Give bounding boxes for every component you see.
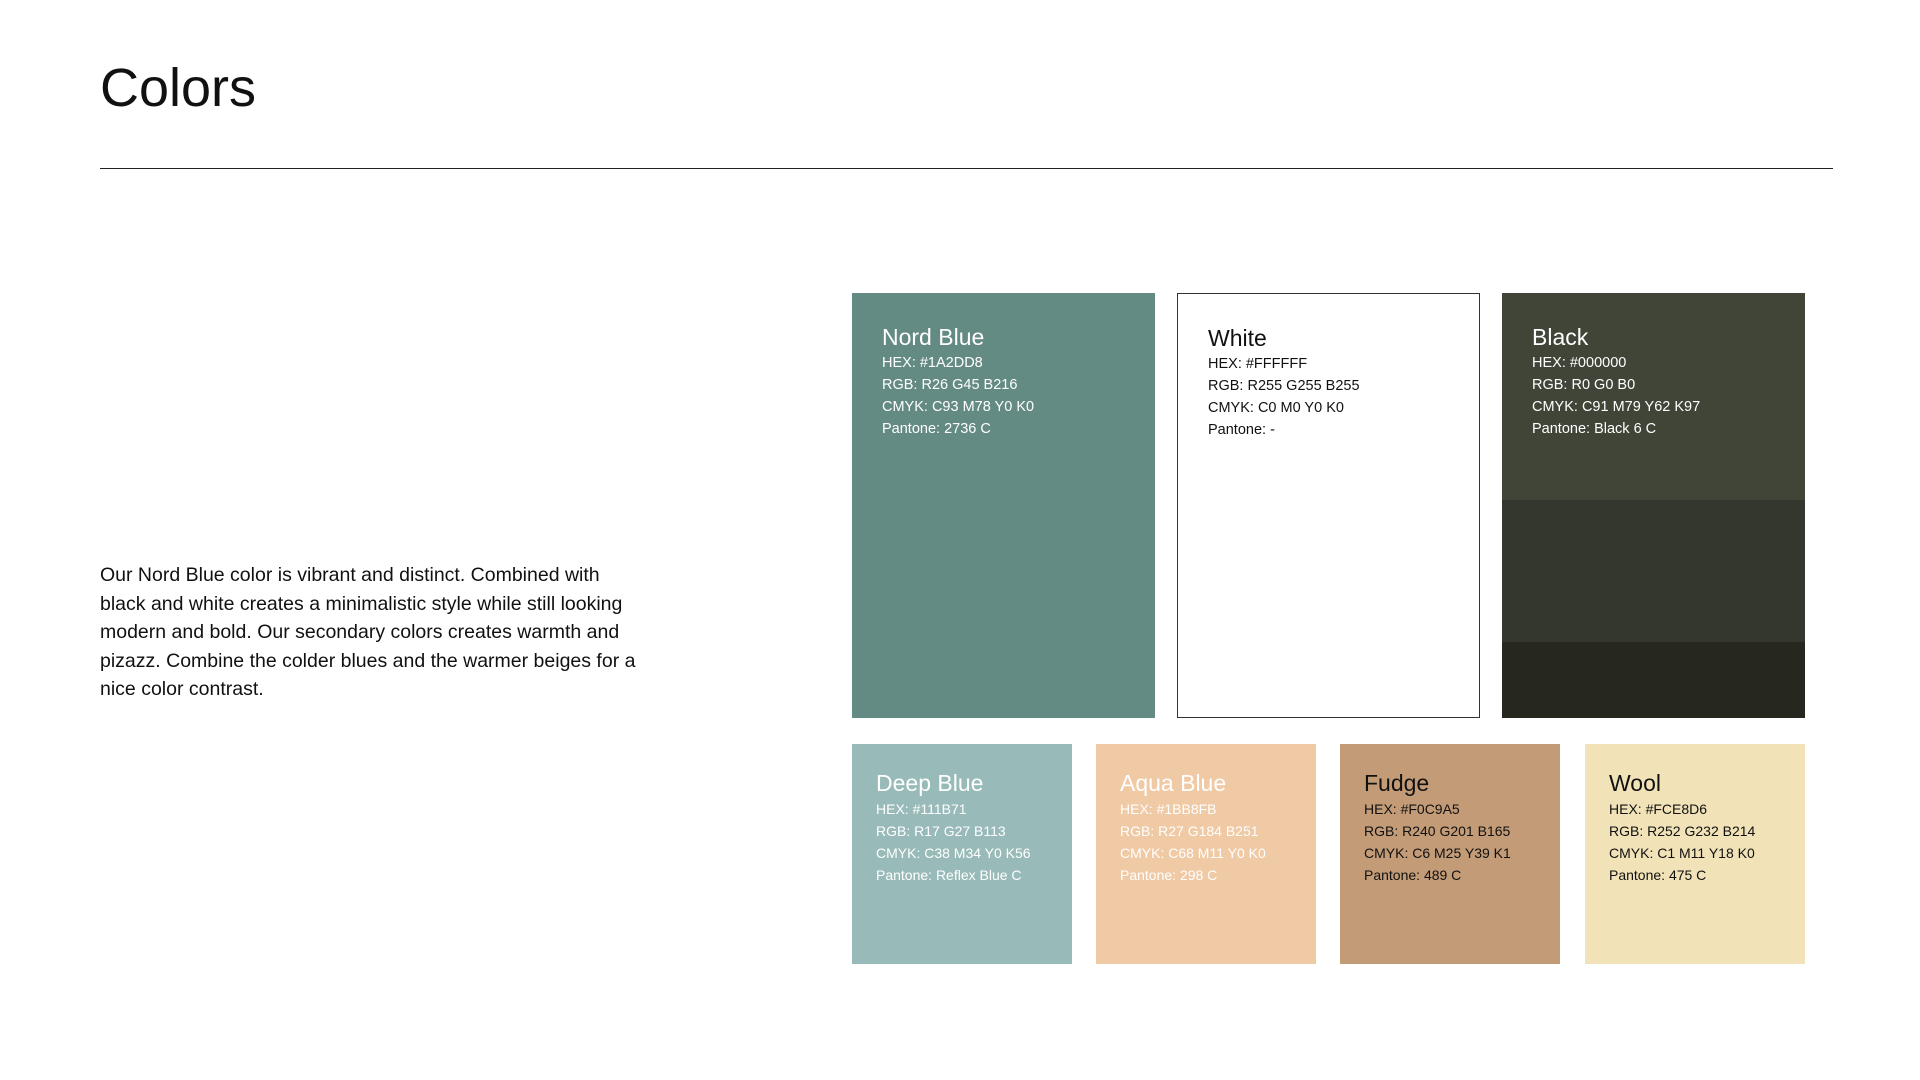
swatch-pantone: Pantone: 489 C bbox=[1364, 867, 1462, 883]
swatch-cmyk: CMYK: C1 M11 Y18 K0 bbox=[1609, 845, 1755, 861]
swatch-shade-band bbox=[1502, 500, 1805, 642]
swatch-cmyk: CMYK: C38 M34 Y0 K56 bbox=[876, 845, 1031, 861]
swatch-name: Aqua Blue bbox=[1120, 770, 1227, 796]
swatch-cmyk: CMYK: C68 M11 Y0 K0 bbox=[1120, 845, 1266, 861]
swatch-hex: HEX: #1BB8FB bbox=[1120, 801, 1217, 817]
swatch-rgb: RGB: R252 G232 B214 bbox=[1609, 823, 1756, 839]
swatch-deep-blue bbox=[852, 744, 1072, 964]
swatch-pantone: Pantone: 298 C bbox=[1120, 867, 1218, 883]
swatch-pantone: Pantone: 2736 C bbox=[882, 421, 991, 437]
swatch-rgb: RGB: R240 G201 B165 bbox=[1364, 823, 1511, 839]
swatch-fudge bbox=[1340, 744, 1560, 964]
page-title: Colors bbox=[100, 58, 257, 118]
swatch-wool bbox=[1585, 744, 1805, 964]
swatch-pantone: Pantone: 475 C bbox=[1609, 867, 1707, 883]
swatch-cmyk: CMYK: C6 M25 Y39 K1 bbox=[1364, 845, 1511, 861]
swatch-name: Black bbox=[1532, 324, 1589, 350]
title-divider bbox=[100, 168, 1833, 169]
swatch-rgb: RGB: R17 G27 B113 bbox=[876, 823, 1006, 839]
swatch-hex: HEX: #111B71 bbox=[876, 801, 967, 817]
swatch-rgb: RGB: R27 G184 B251 bbox=[1120, 823, 1259, 839]
swatch-hex: HEX: #000000 bbox=[1532, 355, 1627, 371]
swatch-nord-blue bbox=[852, 293, 1155, 718]
swatch-name: Deep Blue bbox=[876, 770, 984, 796]
swatch-shade-band bbox=[1502, 642, 1805, 718]
description-text: Our Nord Blue color is vibrant and distinct. Combined with black and white creates a minimalistic style while still looking modern and bold. Our secondary colors creates warmth and pizazz. Combine the colder blues and the warmer beiges for a nice color contrast. bbox=[100, 564, 636, 700]
swatch-rgb: RGB: R0 G0 B0 bbox=[1532, 377, 1636, 393]
swatch-aqua-blue bbox=[1096, 744, 1316, 964]
swatch-pantone: Pantone: - bbox=[1208, 422, 1275, 438]
swatch-name: Wool bbox=[1609, 770, 1661, 796]
swatch-name: Nord Blue bbox=[882, 324, 985, 350]
swatch-black bbox=[1502, 293, 1805, 718]
swatch-name: White bbox=[1208, 325, 1267, 351]
swatch-cmyk: CMYK: C0 M0 Y0 K0 bbox=[1208, 400, 1344, 416]
swatch-hex: HEX: #1A2DD8 bbox=[882, 355, 983, 371]
swatch-name: Fudge bbox=[1364, 770, 1430, 796]
swatch-hex: HEX: #F0C9A5 bbox=[1364, 801, 1460, 817]
swatch-hex: HEX: #FFFFFF bbox=[1208, 356, 1308, 372]
swatch-white bbox=[1177, 293, 1480, 718]
swatch-rgb: RGB: R26 G45 B216 bbox=[882, 377, 1018, 393]
swatch-rgb: RGB: R255 G255 B255 bbox=[1208, 378, 1360, 394]
swatch-pantone: Pantone: Reflex Blue C bbox=[876, 867, 1022, 883]
swatch-cmyk: CMYK: C91 M79 Y62 K97 bbox=[1532, 399, 1701, 415]
swatch-pantone: Pantone: Black 6 C bbox=[1532, 421, 1657, 437]
swatch-cmyk: CMYK: C93 M78 Y0 K0 bbox=[882, 399, 1035, 415]
swatch-hex: HEX: #FCE8D6 bbox=[1609, 801, 1708, 817]
